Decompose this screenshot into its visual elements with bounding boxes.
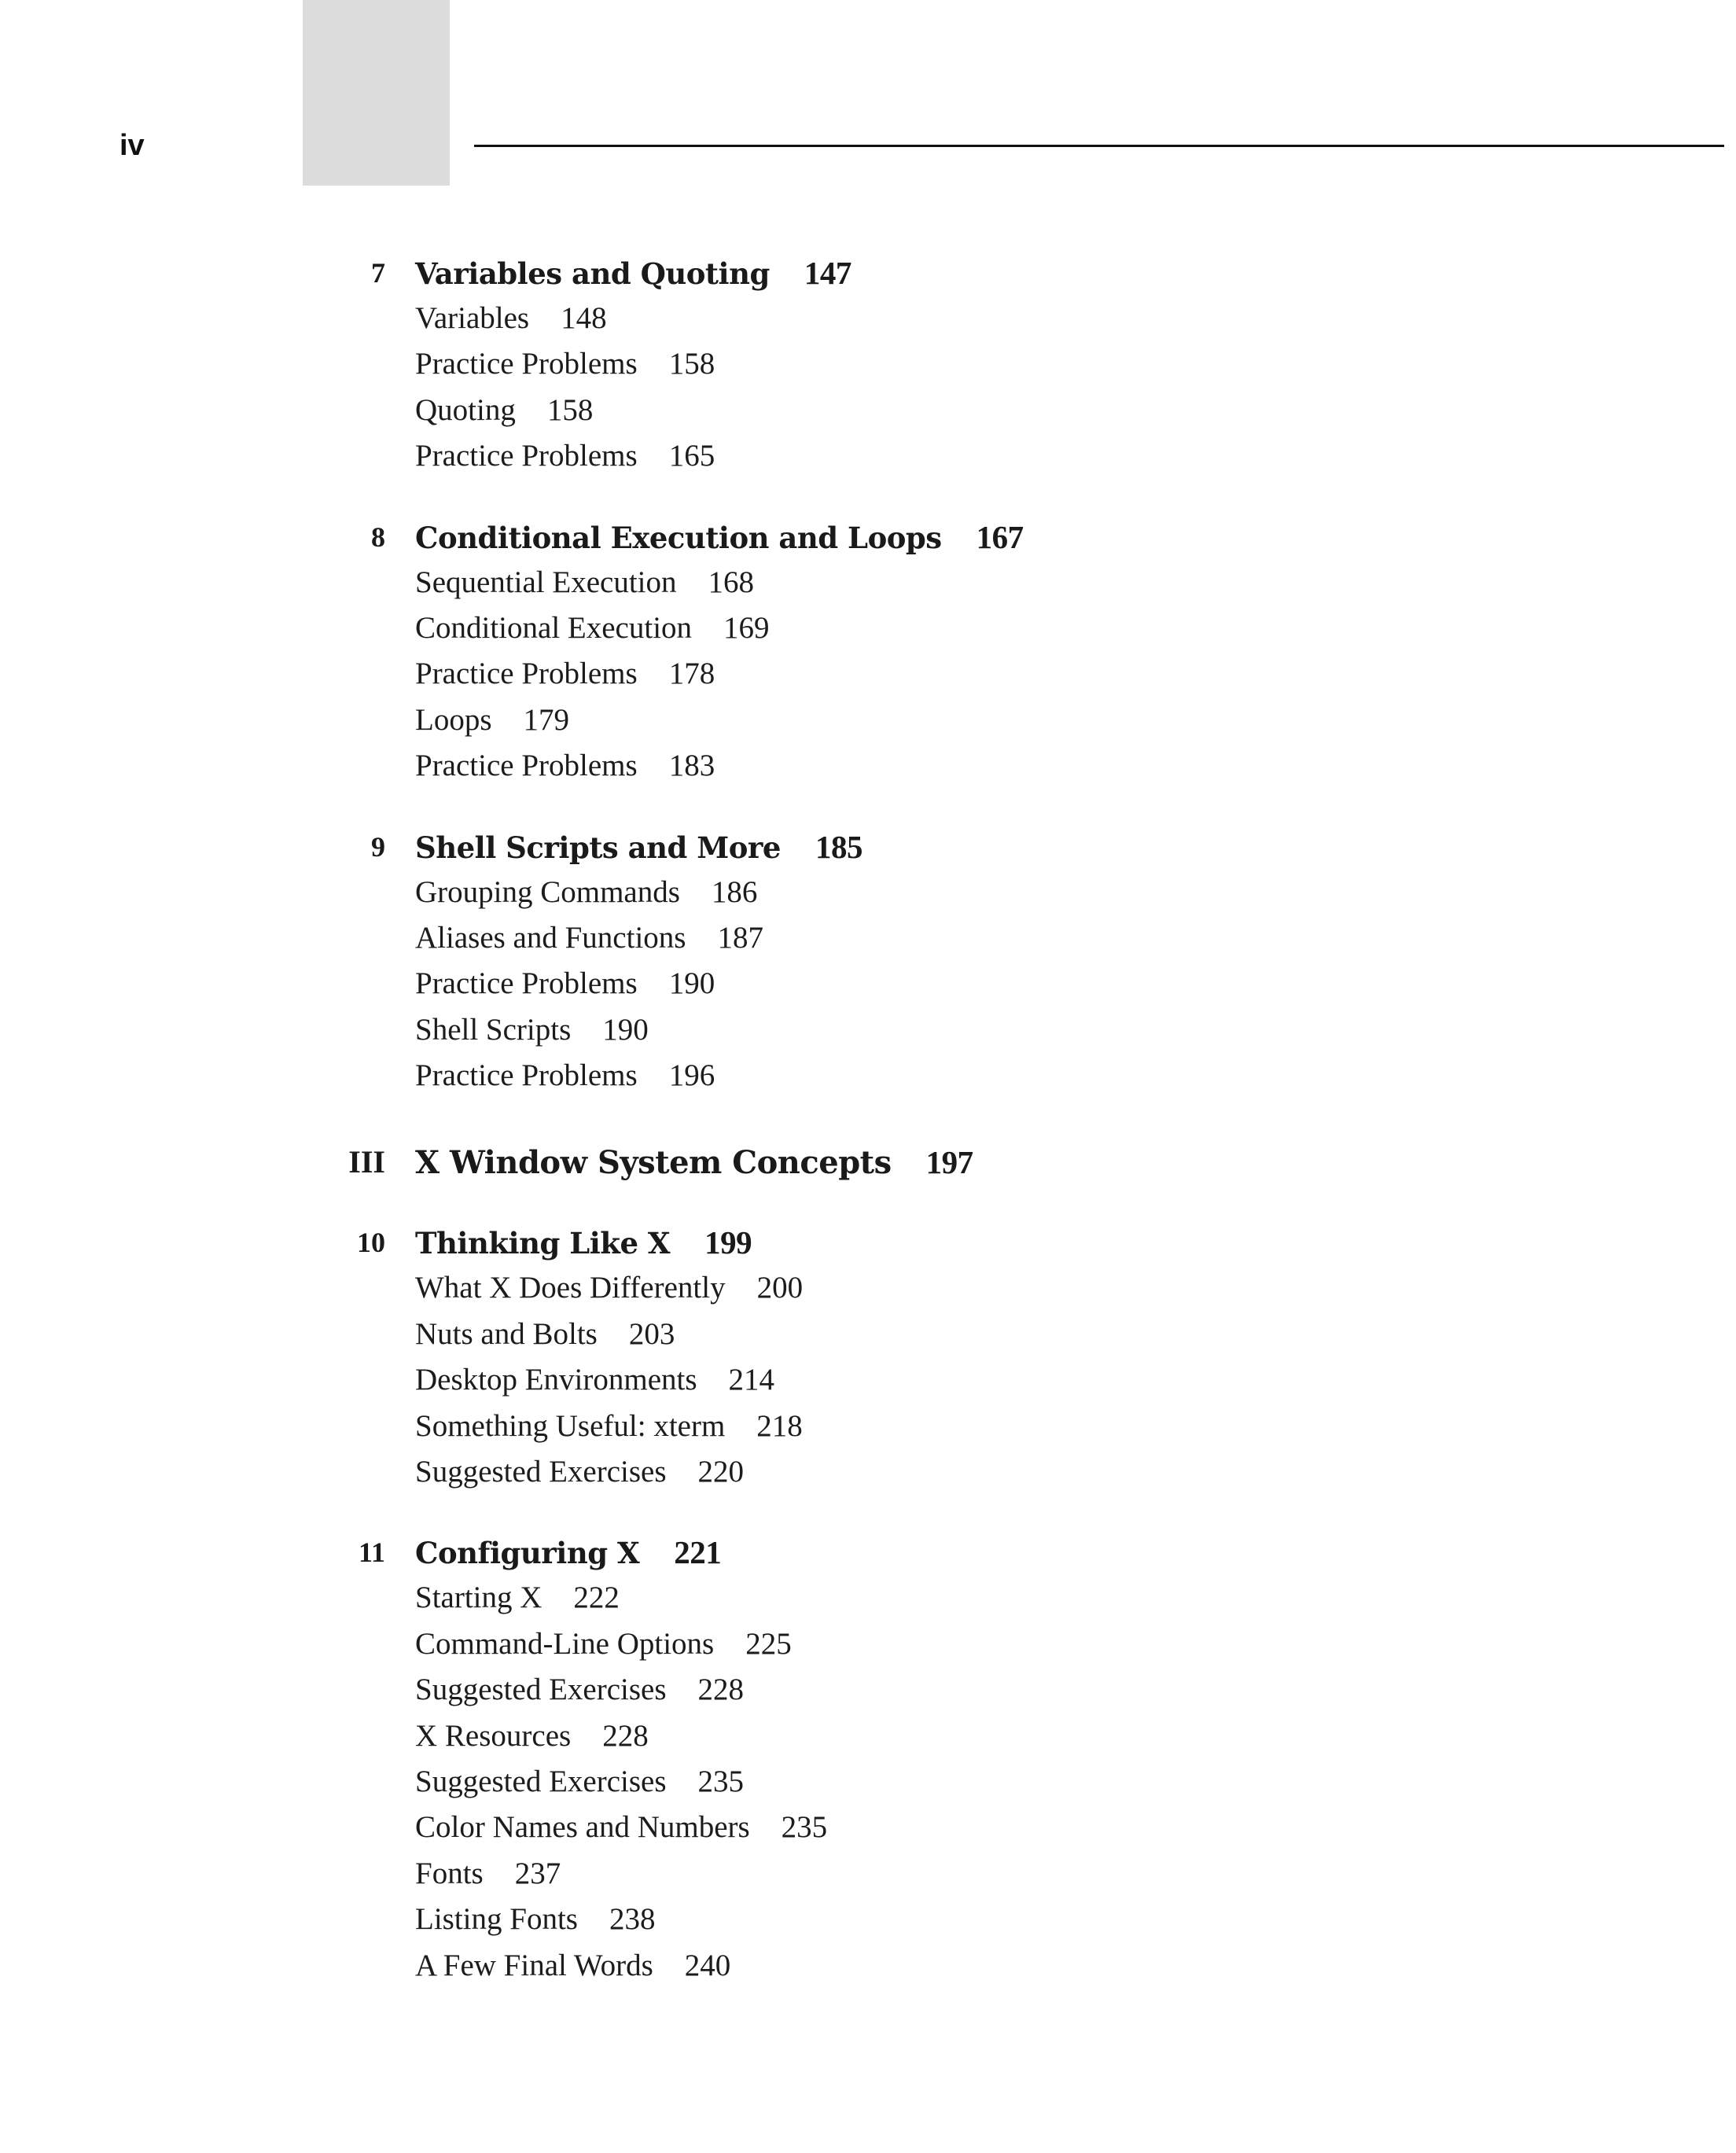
chapter-number: 7 xyxy=(371,257,385,289)
chapter-heading xyxy=(0,1529,1736,1575)
section-title: Command-Line Options xyxy=(415,1626,715,1661)
section-entry xyxy=(0,1053,1736,1099)
section-entry xyxy=(0,560,1736,605)
section-title: Fonts xyxy=(415,1856,484,1890)
section-title: What X Does Differently xyxy=(415,1271,726,1305)
section-page: 222 xyxy=(573,1581,620,1615)
chapter-number: 10 xyxy=(357,1227,385,1259)
chapter-page: 167 xyxy=(976,518,1024,555)
section-entry xyxy=(0,1404,1736,1449)
chapter-group-part-ii xyxy=(0,250,1736,1099)
chapter-page: 221 xyxy=(674,1534,722,1571)
section-title: Grouping Commands xyxy=(415,874,680,909)
chapter-entry xyxy=(0,1529,1736,1989)
section-page: 235 xyxy=(781,1810,828,1845)
section-title: Practice Problems xyxy=(415,439,638,473)
chapter-title xyxy=(415,1529,721,1576)
chapter-title-text: Shell Scripts and More xyxy=(415,830,781,865)
section-entry xyxy=(0,1759,1736,1805)
section-page: 240 xyxy=(684,1948,731,1982)
section-entry xyxy=(0,1943,1736,1989)
section-page: 228 xyxy=(602,1718,649,1753)
section-entry xyxy=(0,1621,1736,1667)
chapter-page: 185 xyxy=(815,828,862,865)
section-title: Aliases and Functions xyxy=(415,920,686,955)
section-title: Color Names and Numbers xyxy=(415,1810,750,1845)
section-entry xyxy=(0,651,1736,697)
section-title: Practice Problems xyxy=(415,347,638,381)
section-page: 158 xyxy=(668,347,715,381)
section-title: Practice Problems xyxy=(415,657,638,691)
chapter-heading xyxy=(0,824,1736,870)
section-page: 190 xyxy=(602,1012,649,1047)
section-title: Starting X xyxy=(415,1581,542,1615)
chapter-title xyxy=(415,250,851,296)
section-page: 190 xyxy=(668,966,715,1001)
section-page: 179 xyxy=(523,702,569,737)
section-title: Variables xyxy=(415,301,530,335)
section-page: 214 xyxy=(728,1363,775,1397)
section-page: 237 xyxy=(514,1856,561,1890)
section-page: 238 xyxy=(609,1902,656,1937)
section-title: Something Useful: xterm xyxy=(415,1408,726,1443)
section-entry xyxy=(0,1265,1736,1311)
chapter-heading xyxy=(0,1220,1736,1265)
chapter-entry xyxy=(0,514,1736,789)
section-entry xyxy=(0,1851,1736,1897)
section-title: Suggested Exercises xyxy=(415,1764,667,1798)
section-entry xyxy=(0,605,1736,651)
chapter-title xyxy=(415,1220,752,1266)
section-title: Quoting xyxy=(415,392,516,427)
chapter-number: 9 xyxy=(371,830,385,863)
part-heading xyxy=(0,1139,1736,1185)
section-title: Suggested Exercises xyxy=(415,1455,667,1489)
chapter-heading xyxy=(0,514,1736,560)
section-entry xyxy=(0,961,1736,1007)
section-title: Sequential Execution xyxy=(415,565,677,599)
chapter-entry xyxy=(0,1220,1736,1495)
chapter-heading xyxy=(0,250,1736,296)
section-entry xyxy=(0,870,1736,915)
header-rule xyxy=(474,145,1724,147)
section-entry xyxy=(0,341,1736,387)
section-page: 183 xyxy=(668,749,715,783)
chapter-group-part-iii xyxy=(0,1220,1736,1988)
section-page: 165 xyxy=(668,439,715,473)
table-of-contents xyxy=(0,250,1736,2023)
section-title: Suggested Exercises xyxy=(415,1673,667,1707)
section-entry xyxy=(0,433,1736,479)
section-entry xyxy=(0,1897,1736,1942)
chapter-title-text: Configuring X xyxy=(415,1536,640,1571)
part-title-text: X Window System Concepts xyxy=(415,1144,892,1182)
chapter-number: 11 xyxy=(358,1537,385,1569)
section-entry xyxy=(0,296,1736,341)
section-page: 187 xyxy=(717,920,763,955)
chapter-title xyxy=(415,824,862,870)
chapter-title-text: Thinking Like X xyxy=(415,1226,671,1261)
section-entry xyxy=(0,1575,1736,1621)
header-tab xyxy=(303,0,450,186)
section-entry xyxy=(0,1667,1736,1713)
chapter-number: 8 xyxy=(371,521,385,553)
section-entry xyxy=(0,1449,1736,1495)
section-page: 169 xyxy=(723,610,770,645)
section-page: 203 xyxy=(628,1316,675,1351)
chapter-title-text: Conditional Execution and Loops xyxy=(415,520,942,555)
section-title: Nuts and Bolts xyxy=(415,1316,598,1351)
section-title: Practice Problems xyxy=(415,749,638,783)
section-page: 158 xyxy=(546,392,594,427)
chapter-page: 199 xyxy=(704,1224,752,1261)
section-entry xyxy=(0,697,1736,743)
section-entry xyxy=(0,388,1736,433)
section-entry xyxy=(0,1357,1736,1403)
section-page: 235 xyxy=(697,1764,745,1798)
section-entry xyxy=(0,1805,1736,1850)
section-page: 218 xyxy=(756,1408,803,1443)
chapter-page: 147 xyxy=(804,255,851,291)
section-title: Practice Problems xyxy=(415,1058,638,1093)
part-title xyxy=(415,1139,973,1186)
section-title: Loops xyxy=(415,702,492,737)
section-title: Listing Fonts xyxy=(415,1902,578,1937)
section-title: Conditional Execution xyxy=(415,610,693,645)
section-entry xyxy=(0,1713,1736,1759)
section-page: 168 xyxy=(708,565,754,599)
section-entry xyxy=(0,1312,1736,1357)
section-title: Shell Scripts xyxy=(415,1012,572,1047)
chapter-title xyxy=(415,514,1024,561)
section-title: A Few Final Words xyxy=(415,1948,653,1982)
chapter-title-text: Variables and Quoting xyxy=(415,256,770,291)
section-page: 228 xyxy=(697,1673,745,1707)
page-number: iv xyxy=(120,129,145,162)
section-entry xyxy=(0,915,1736,961)
part-number: III xyxy=(348,1144,385,1180)
chapter-entry xyxy=(0,824,1736,1099)
section-page: 178 xyxy=(668,657,715,691)
section-title: Desktop Environments xyxy=(415,1363,697,1397)
section-page: 148 xyxy=(561,301,607,335)
part-page: 197 xyxy=(925,1144,973,1181)
section-page: 220 xyxy=(697,1455,745,1489)
section-title: X Resources xyxy=(415,1718,572,1753)
section-entry xyxy=(0,743,1736,789)
section-page: 225 xyxy=(745,1626,792,1661)
section-title: Practice Problems xyxy=(415,966,638,1001)
section-page: 200 xyxy=(756,1271,804,1305)
section-page: 196 xyxy=(668,1058,715,1093)
chapter-entry xyxy=(0,250,1736,480)
section-page: 186 xyxy=(711,874,758,909)
section-entry xyxy=(0,1007,1736,1053)
